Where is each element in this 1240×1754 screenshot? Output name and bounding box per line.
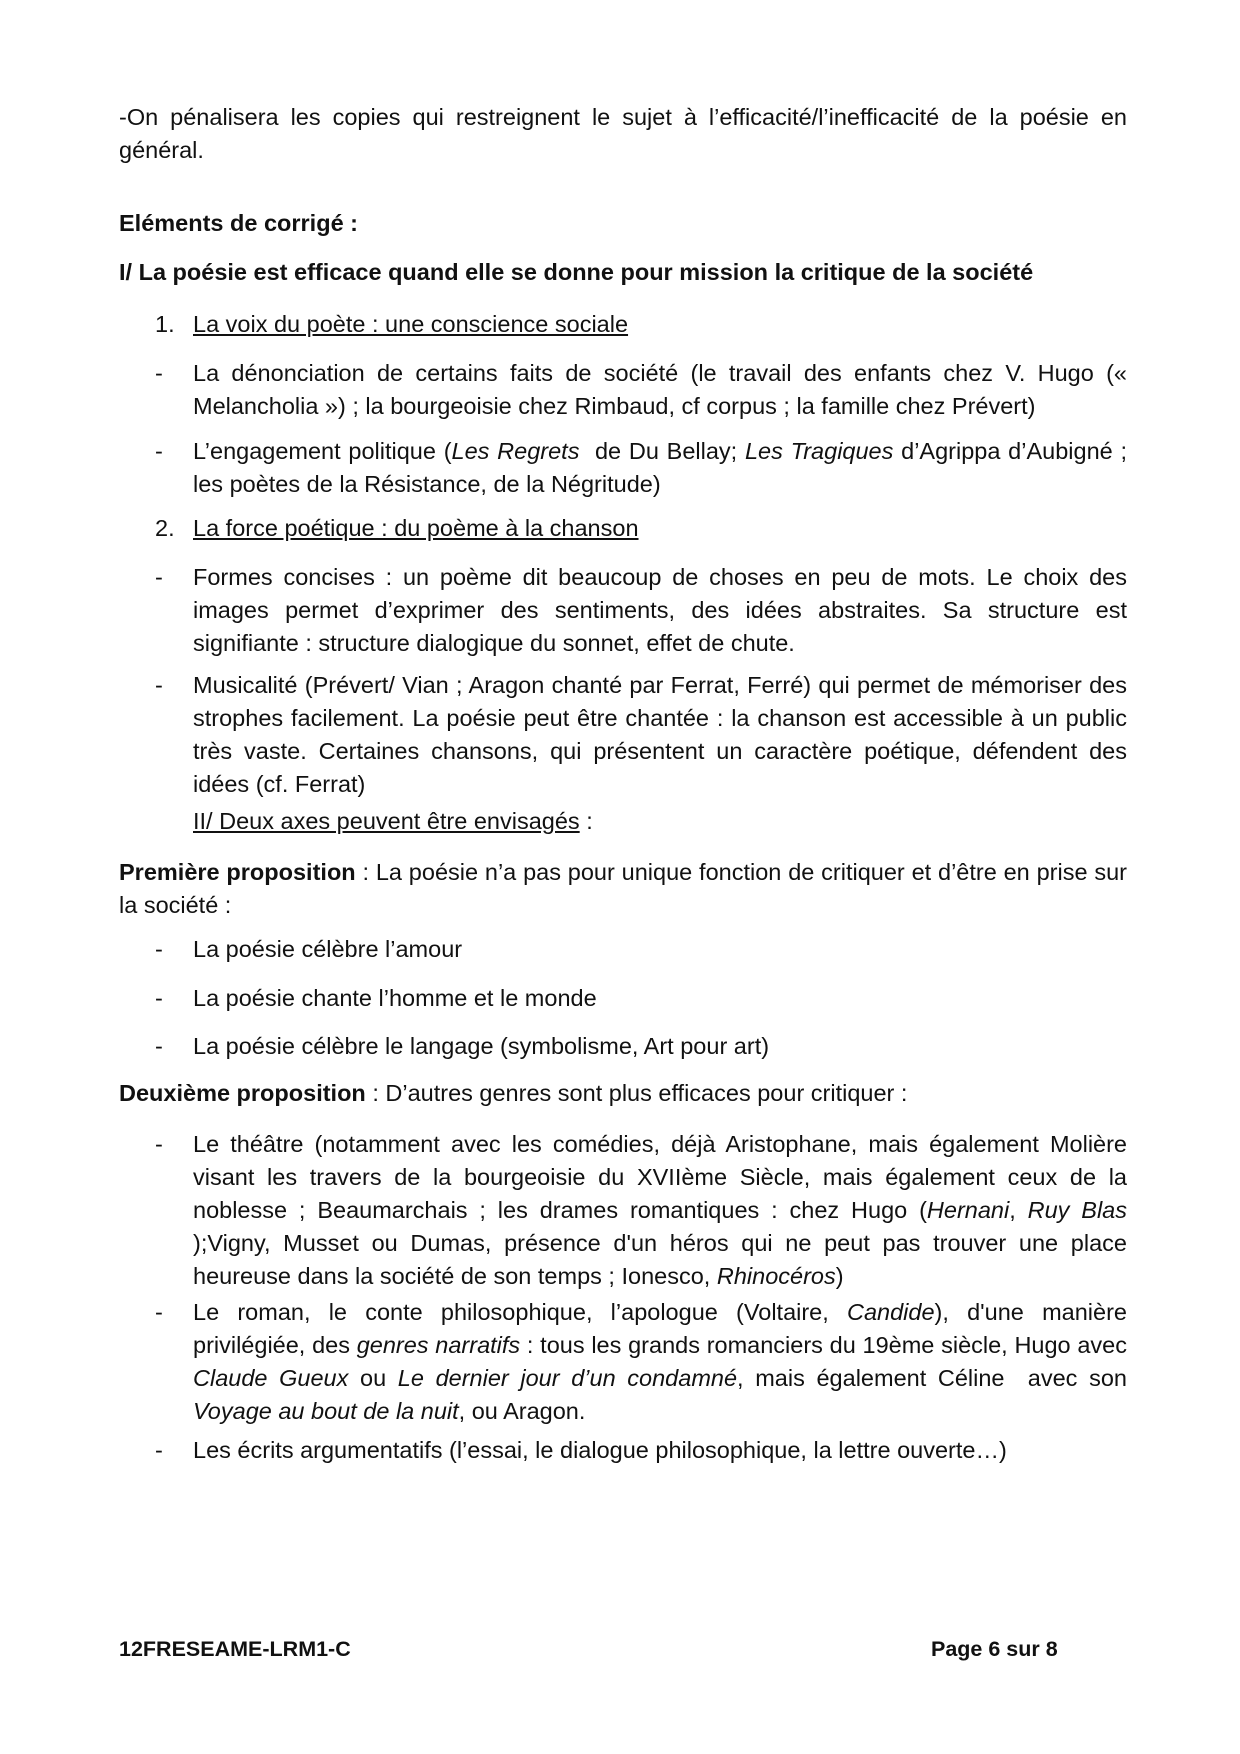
bullet-marker: - (155, 438, 163, 464)
bullet-text: Formes concises : un poème dit beaucoup de choses en peu de mots. Le choix des images permet d’exprimer des sentiments, des idées abstraites. Sa structure est signifiante : structure dialogique du sonnet, effet de chute. (193, 564, 1127, 656)
proposition-label: Première proposition (119, 859, 356, 885)
bullet-item (119, 1296, 1134, 1428)
bullet-marker: - (155, 936, 163, 962)
bullet-text: La poésie célèbre l’amour (193, 936, 463, 962)
bullet-text: Musicalité (Prévert/ Vian ; Aragon chanté par Ferrat, Ferré) qui permet de mémoriser des strophes facilement. La poésie peut être chantée : la chanson est accessible à un public très vaste. Certaines chansons, qui présentent un caractère poétique, défendent des idées (cf. Ferrat) (193, 672, 1127, 797)
bullet-marker: - (155, 1299, 163, 1325)
part-one-title: I/ La poésie est efficace quand elle se donne pour mission la critique de la société (119, 259, 1034, 285)
document-code: 12FRESEAME-LRM1-C (119, 1637, 351, 1661)
bullet-marker: - (155, 564, 163, 590)
proposition-one: Première proposition : La poésie n’a pas pour unique fonction de critiquer et d’être en prise sur la société : (119, 859, 1127, 918)
list-item (119, 933, 1127, 966)
bullet-item (119, 1128, 1127, 1293)
bullet-marker: - (155, 360, 163, 386)
section-heading: Eléments de corrigé : (119, 210, 358, 236)
proposition-two: Deuxième proposition : D’autres genres sont plus efficaces pour critiquer : (119, 1080, 908, 1106)
list-item (119, 1030, 1127, 1063)
bullet-item (119, 357, 1127, 423)
bullet-marker: - (155, 672, 163, 698)
page-number: Page 6 sur 8 (931, 1637, 1058, 1661)
bullet-marker: - (155, 1033, 163, 1059)
bullet-marker: - (155, 985, 163, 1011)
bullet-item (119, 435, 1127, 501)
bullet-marker: - (155, 1131, 163, 1157)
subsection-title: La force poétique : du poème à la chanson (193, 515, 639, 541)
bullet-text: La poésie célèbre le langage (symbolisme, Art pour art) (193, 1033, 770, 1059)
part-two-title: II/ Deux axes peuvent être envisagés (193, 808, 580, 834)
subsection-two (119, 512, 1127, 545)
bullet-text: Le théâtre (notamment avec les comédies, déjà Aristophane, mais également Molière visant les travers de la bourgeoisie du XVIIème Siècle, mais également ceux de la noblesse ; Beaumarchais ; les drames romantiques : chez Hugo (Hernani, Ruy Blas );Vigny, Musset ou Dumas, présence d'un héros qui ne peut pas trouver une place heureuse dans la société de son temps ; Ionesco, Rhinocéros) (193, 1131, 1127, 1289)
bullet-item (119, 669, 1127, 801)
bullet-item (119, 1434, 1127, 1467)
intro-paragraph: -On pénalisera les copies qui restreignent le sujet à l’efficacité/l’inefficacité de la poésie en général. (119, 104, 1127, 163)
bullet-text: La poésie chante l’homme et le monde (193, 985, 597, 1011)
bullet-text: L’engagement politique (Les Regrets de Du Bellay; Les Tragiques d’Agrippa d’Aubigné ; les poètes de la Résistance, de la Négritude) (193, 438, 1127, 497)
subsection-one (119, 308, 1127, 341)
proposition-label: Deuxième proposition (119, 1080, 366, 1106)
subsection-number: 2. (155, 515, 175, 541)
bullet-text: Les écrits argumentatifs (l’essai, le dialogue philosophique, la lettre ouverte…) (193, 1437, 1007, 1463)
subsection-title: La voix du poète : une conscience sociale (193, 311, 629, 337)
bullet-item (119, 561, 1127, 660)
list-item (119, 982, 1127, 1015)
subsection-number: 1. (155, 311, 175, 337)
bullet-text: Le roman, le conte philosophique, l’apologue (Voltaire, Candide), d'une manière privilégiée, des genres narratifs : tous les grands romanciers du 19ème siècle, Hugo avec Claude Gueux ou Le dernier jour d’un condamné, mais également Céline avec son Voyage au bout de la nuit, ou Aragon. (193, 1299, 1134, 1424)
bullet-text: La dénonciation de certains faits de société (le travail des enfants chez V. Hugo (« Melancholia ») ; la bourgeoisie chez Rimbaud, cf corpus ; la famille chez Prévert) (193, 360, 1127, 419)
part-two-heading: II/ Deux axes peuvent être envisagés : (193, 808, 593, 834)
bullet-marker: - (155, 1437, 163, 1463)
